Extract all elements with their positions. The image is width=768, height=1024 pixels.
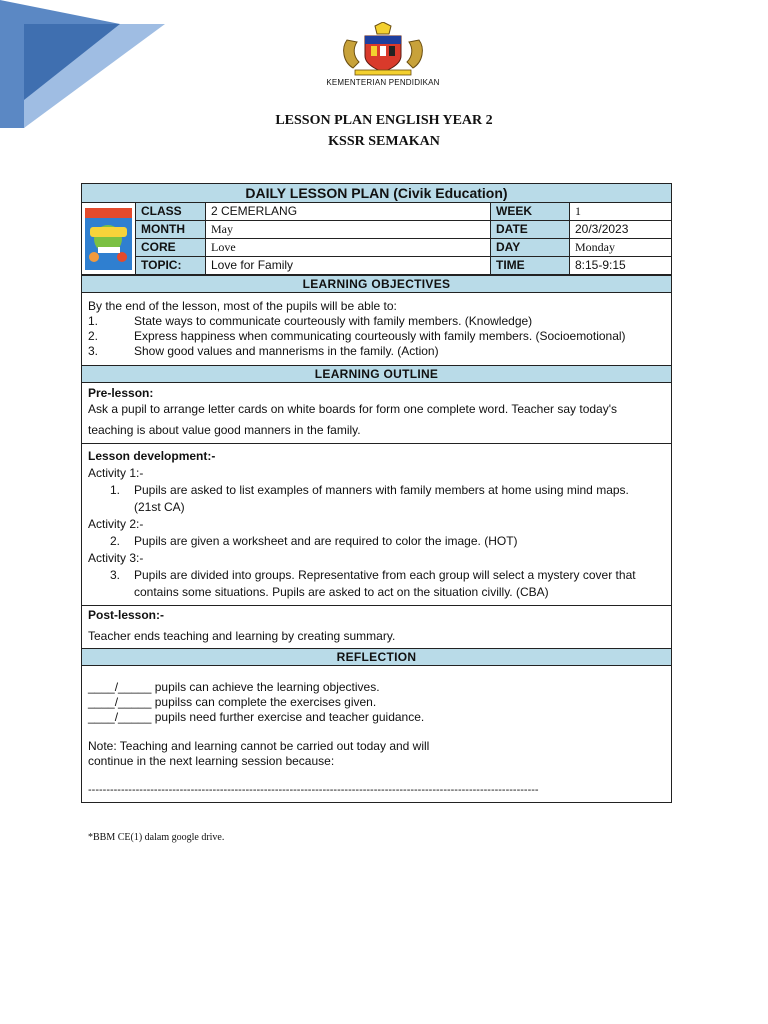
document-title: LESSON PLAN ENGLISH YEAR 2	[275, 113, 493, 128]
core-value: Love	[206, 239, 491, 257]
class-label: CLASS	[136, 203, 206, 221]
activity-number: 2.	[110, 534, 121, 548]
activity-text-line: contains some situations. Pupils are asked to act on the situation civilly. (CBA)	[134, 585, 549, 599]
week-label: WEEK	[491, 203, 570, 221]
objective-text: Show good values and mannerisms in the family. (Action)	[134, 344, 439, 358]
objective-item	[88, 329, 665, 344]
reflection-line: ____/_____ pupils can achieve the learning objectives.	[88, 680, 380, 694]
activity-number: 3.	[110, 568, 121, 582]
objective-number: 3.	[88, 344, 99, 358]
month-label: MONTH	[136, 221, 206, 239]
objective-item	[88, 314, 665, 329]
activity-text: Pupils are given a worksheet and are required to color the image. (HOT)	[134, 534, 518, 548]
corner-decoration	[0, 0, 180, 130]
reflection-heading: REFLECTION	[82, 649, 671, 666]
objective-text: State ways to communicate courteously with family members. (Knowledge)	[134, 314, 533, 328]
objectives-heading: LEARNING OBJECTIVES	[82, 275, 671, 293]
day-label: DAY	[491, 239, 570, 257]
objective-number: 2.	[88, 329, 99, 343]
book-cover-icon	[82, 205, 135, 273]
topic-label: TOPIC:	[136, 257, 206, 275]
week-value: 1	[570, 203, 672, 221]
activity-label: Activity 1:-	[88, 466, 144, 480]
activity-text-line: (21st CA)	[134, 500, 185, 514]
reflection-line: ____/_____ pupilss can complete the exercises given.	[88, 695, 377, 709]
reflection-note: Note: Teaching and learning cannot be carried out today and will	[88, 739, 430, 753]
lesson-development-label: Lesson development:-	[88, 449, 216, 463]
pre-lesson-text: Ask a pupil to arrange letter cards on white boards for form one complete word. Teacher say today's	[88, 402, 618, 416]
lesson-development-section	[82, 444, 671, 606]
info-table	[82, 203, 671, 275]
pre-lesson-section	[82, 383, 671, 444]
post-lesson-section	[82, 606, 671, 649]
time-value: 8:15-9:15	[570, 257, 672, 275]
outline-heading: LEARNING OUTLINE	[82, 366, 671, 383]
ministry-crest	[318, 22, 448, 92]
activity-number: 1.	[110, 483, 121, 497]
post-lesson-text: Teacher ends teaching and learning by creating summary.	[88, 629, 396, 643]
objective-item	[88, 344, 665, 359]
reflection-note: continue in the next learning session because:	[88, 754, 335, 768]
document-subtitle: KSSR SEMAKAN	[328, 134, 440, 149]
month-value: May	[206, 221, 491, 239]
objectives-section	[82, 293, 671, 366]
activity-text-line: Pupils are divided into groups. Representative from each group will select a mystery cover that	[134, 568, 636, 582]
reflection-dash-line: ---------------------------------------------------------------------------------------------------------------------------	[88, 784, 539, 796]
activity-label: Activity 3:-	[88, 551, 144, 565]
textbook-cover-image	[82, 203, 136, 275]
reflection-line: ____/_____ pupils need further exercise and teacher guidance.	[88, 710, 425, 724]
pre-lesson-label: Pre-lesson:	[88, 386, 154, 400]
daily-lesson-plan	[81, 183, 672, 803]
activity-item	[88, 567, 665, 601]
reflection-section	[82, 666, 671, 802]
objectives-intro: By the end of the lesson, most of the pupils will be able to:	[88, 299, 397, 313]
activity-label: Activity 2:-	[88, 517, 144, 531]
post-lesson-label: Post-lesson:-	[88, 608, 165, 622]
topic-value: Love for Family	[206, 257, 491, 275]
activity-item	[88, 533, 665, 550]
date-label: DATE	[491, 221, 570, 239]
class-value: 2 CEMERLANG	[206, 203, 491, 221]
activity-item	[88, 482, 665, 516]
activity-text	[134, 482, 665, 516]
coat-of-arms-icon	[337, 22, 429, 76]
activity-text-line: Pupils are asked to list examples of manners with family members at home using mind maps.	[134, 483, 629, 497]
activity-text	[134, 567, 665, 601]
objective-text: Express happiness when communicating courteously with family members. (Socioemotional)	[134, 329, 626, 343]
plan-heading: DAILY LESSON PLAN (Civik Education)	[82, 184, 671, 203]
date-value: 20/3/2023	[570, 221, 672, 239]
day-value: Monday	[570, 239, 672, 257]
ministry-name: KEMENTERIAN PENDIDIKAN	[326, 78, 440, 87]
footnote: *BBM CE(1) dalam google drive.	[88, 832, 225, 843]
core-label: CORE	[136, 239, 206, 257]
time-label: TIME	[491, 257, 570, 275]
objective-number: 1.	[88, 314, 99, 328]
pre-lesson-text: teaching is about value good manners in the family.	[88, 423, 361, 437]
